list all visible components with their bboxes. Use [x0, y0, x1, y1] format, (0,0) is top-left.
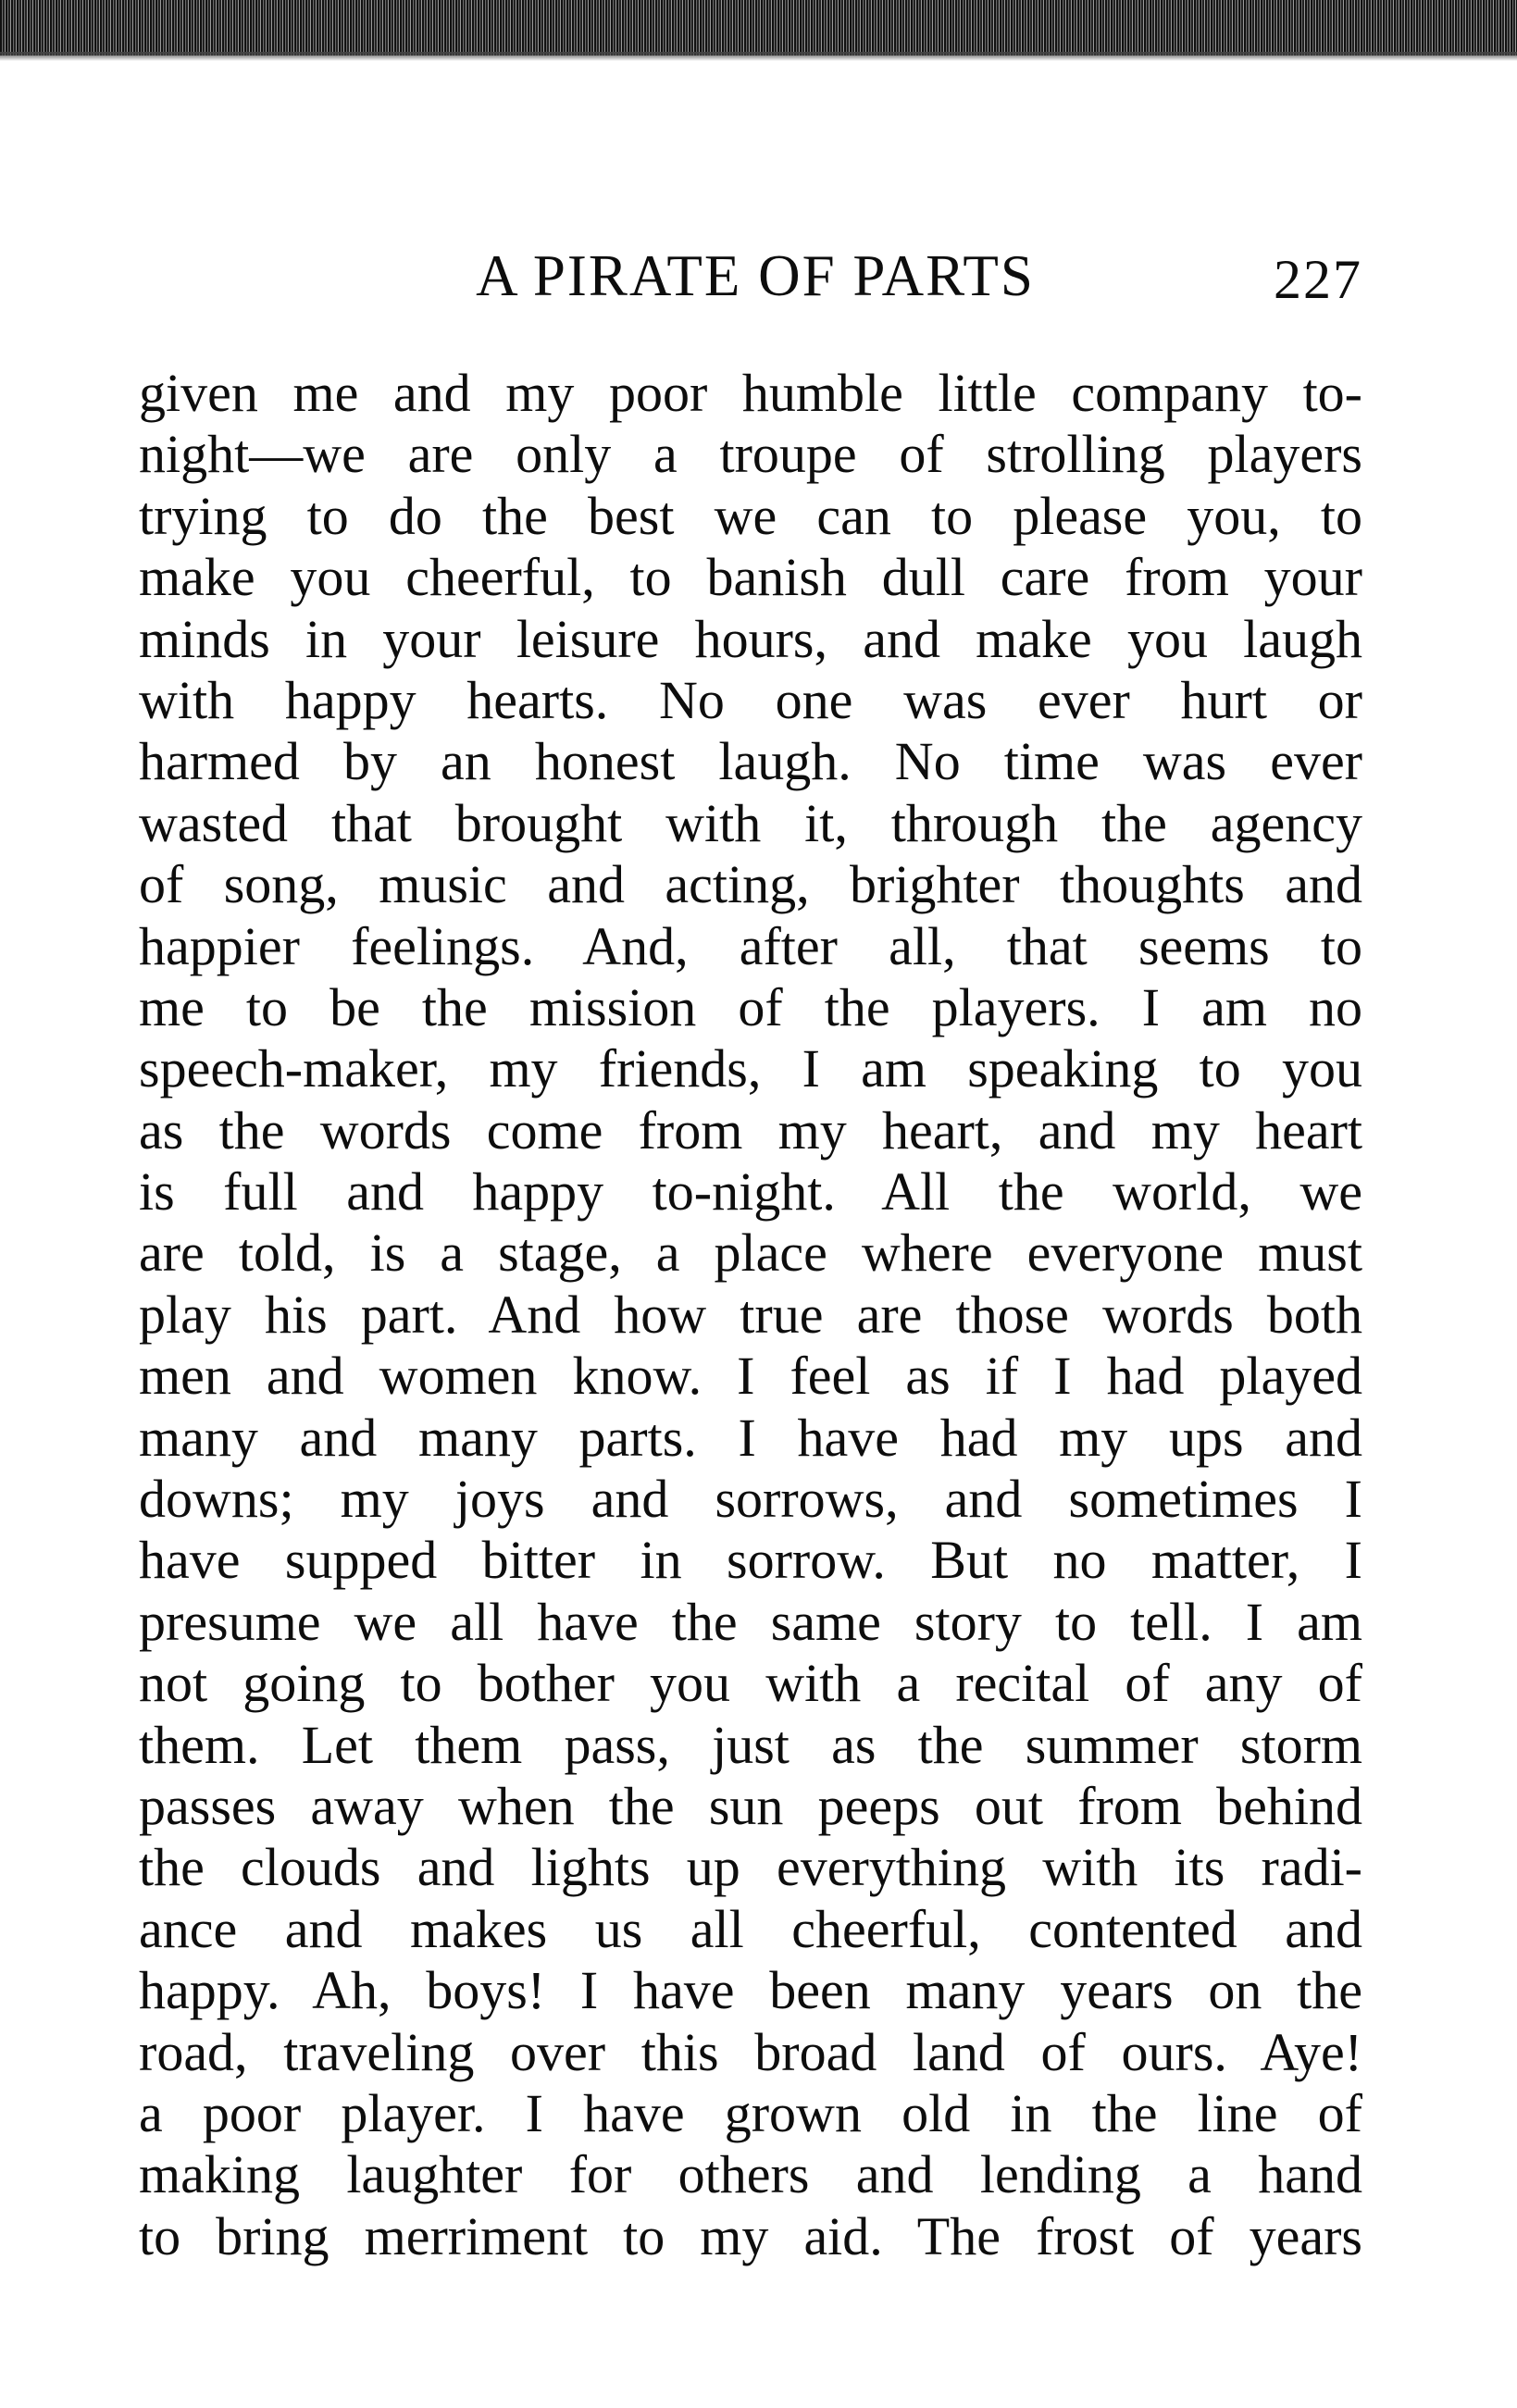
- text-line: happy. Ah, boys! I have been many years on the: [139, 1960, 1362, 2021]
- text-line: happier feelings. And, after all, that seems to: [139, 915, 1362, 976]
- text-line: presume we all have the same story to tell. I am: [139, 1591, 1362, 1652]
- text-line: with happy hearts. No one was ever hurt or: [139, 669, 1362, 730]
- text-line: night—we are only a troupe of strolling players: [139, 424, 1362, 485]
- text-line: is full and happy to-night. All the world, we: [139, 1161, 1362, 1223]
- text-line: me to be the mission of the players. I am no: [139, 976, 1362, 1037]
- text-line: play his part. And how true are those words both: [139, 1284, 1362, 1345]
- text-line: of song, music and acting, brighter thoughts and: [139, 854, 1362, 915]
- text-line: as the words come from my heart, and my heart: [139, 1099, 1362, 1161]
- text-line: speech-maker, my friends, I am speaking to you: [139, 1038, 1362, 1099]
- running-title: A PIRATE OF PARTS: [476, 243, 1035, 308]
- text-line: a poor player. I have grown old in the line of: [139, 2082, 1362, 2143]
- text-line: downs; my joys and sorrows, and sometimes I: [139, 1469, 1362, 1530]
- text-line: trying to do the best we can to please you, to: [139, 485, 1362, 546]
- text-line: minds in your leisure hours, and make you laugh: [139, 608, 1362, 669]
- text-line: men and women know. I feel as if I had played: [139, 1346, 1362, 1407]
- text-line: have supped bitter in sorrow. But no matter, I: [139, 1530, 1362, 1591]
- text-line: given me and my poor humble little company to-: [139, 363, 1362, 423]
- text-line: passes away when the sun peeps out from behind: [139, 1775, 1362, 1836]
- text-line: are told, is a stage, a place where everyone must: [139, 1223, 1362, 1284]
- text-line: harmed by an honest laugh. No time was ever: [139, 731, 1362, 792]
- text-line: the clouds and lights up everything with its radi-: [139, 1837, 1362, 1898]
- scanned-page-edge: [0, 0, 1517, 56]
- text-line: making laughter for others and lending a hand: [139, 2144, 1362, 2205]
- page-number: 227: [1274, 249, 1362, 310]
- text-line: wasted that brought with it, through the agency: [139, 792, 1362, 853]
- text-line: road, traveling over this broad land of ours. Aye!: [139, 2021, 1362, 2082]
- text-line: to bring merriment to my aid. The frost of years: [139, 2205, 1362, 2266]
- text-line: many and many parts. I have had my ups and: [139, 1407, 1362, 1468]
- text-line: not going to bother you with a recital of any of: [139, 1653, 1362, 1714]
- text-line: them. Let them pass, just as the summer storm: [139, 1714, 1362, 1775]
- text-line: ance and makes us all cheerful, contented and: [139, 1898, 1362, 1959]
- body-text: [139, 363, 1362, 2267]
- text-line: make you cheerful, to banish dull care from your: [139, 547, 1362, 608]
- running-header: [139, 239, 1362, 313]
